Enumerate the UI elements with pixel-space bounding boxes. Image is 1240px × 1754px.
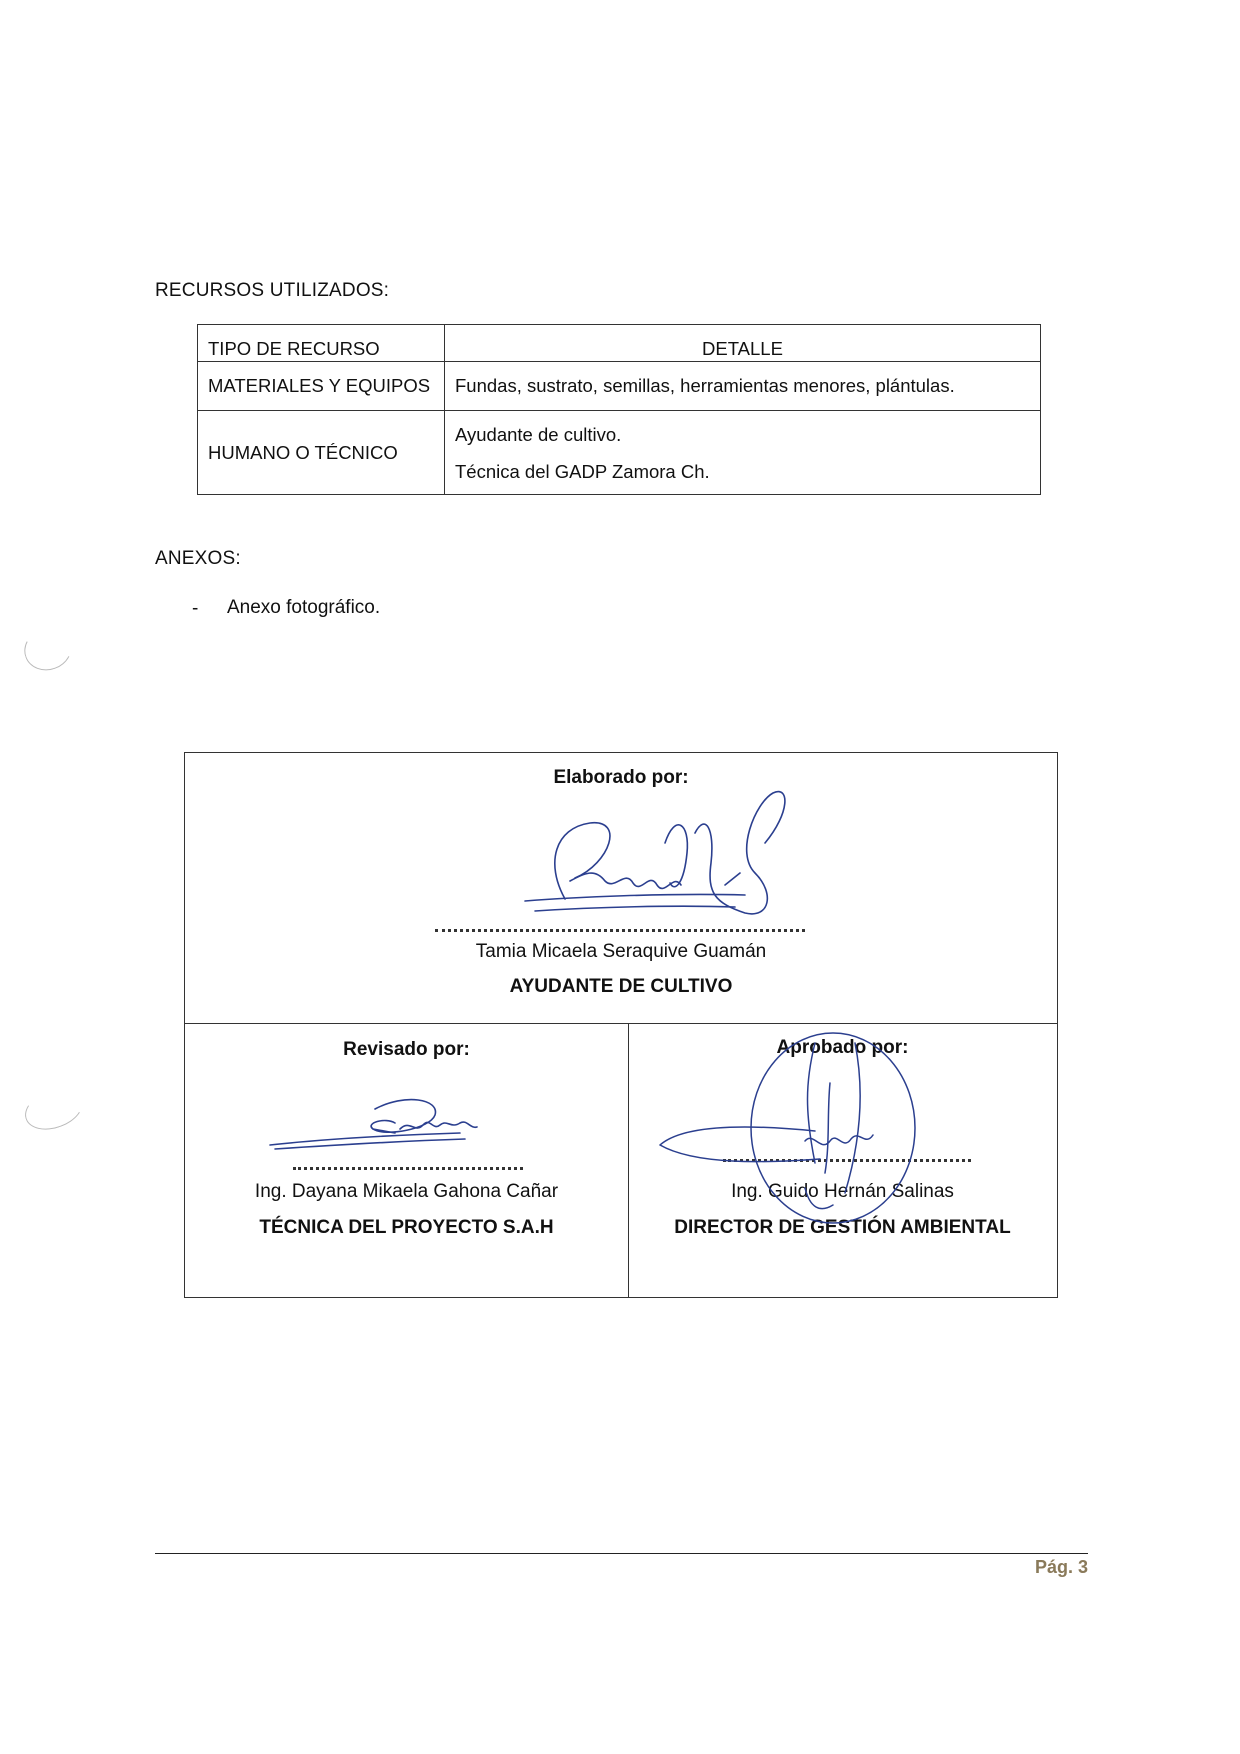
resource-type-cell: MATERIALES Y EQUIPOS — [198, 362, 445, 411]
prepared-label: Elaborado por: — [553, 767, 689, 788]
reviewed-role: TÉCNICA DEL PROYECTO S.A.H — [259, 1217, 554, 1238]
table-row — [198, 362, 1041, 411]
approved-label: Aprobado por: — [776, 1037, 909, 1058]
detail-line: Ayudante de cultivo. — [455, 423, 622, 445]
table-header-row — [198, 325, 1041, 362]
annex-item: Anexo fotográfico. — [227, 597, 381, 618]
approved-signature — [655, 1023, 955, 1253]
prepared-signature — [515, 773, 795, 923]
footer-rule — [155, 1553, 1088, 1554]
signature-box — [184, 752, 1058, 1298]
table-row — [198, 411, 1041, 495]
resource-detail-cell — [445, 411, 1041, 495]
detail-line: Técnica del GADP Zamora Ch. — [455, 460, 710, 482]
annexes-heading: ANEXOS: — [155, 548, 241, 569]
annex-bullet-mark: - — [192, 598, 199, 619]
reviewed-name: Ing. Dayana Mikaela Gahona Cañar — [254, 1181, 559, 1202]
prepared-name: Tamia Micaela Seraquive Guamán — [475, 941, 767, 962]
signature-line — [435, 929, 805, 932]
col-detail-header: DETALLE — [445, 325, 1041, 362]
divider — [628, 1023, 629, 1297]
resources-heading: RECURSOS UTILIZADOS: — [155, 280, 390, 301]
approved-name: Ing. Guido Hernán Salinas — [731, 1181, 954, 1202]
punch-hole-mark — [19, 1081, 88, 1137]
col-type-header: TIPO DE RECURSO — [198, 325, 445, 362]
prepared-role: AYUDANTE DE CULTIVO — [509, 976, 733, 997]
page-number: Pág. 3 — [1034, 1557, 1088, 1577]
reviewed-signature — [265, 1089, 525, 1159]
reviewed-label: Revisado por: — [343, 1039, 470, 1060]
resources-table — [197, 324, 1041, 495]
signature-line — [293, 1167, 523, 1170]
resource-type-cell: HUMANO O TÉCNICO — [198, 411, 445, 495]
punch-hole-mark — [18, 621, 77, 677]
approved-role: DIRECTOR DE GESTIÓN AMBIENTAL — [674, 1217, 1011, 1238]
resource-detail-cell: Fundas, sustrato, semillas, herramientas menores, plántulas. — [445, 362, 1041, 411]
